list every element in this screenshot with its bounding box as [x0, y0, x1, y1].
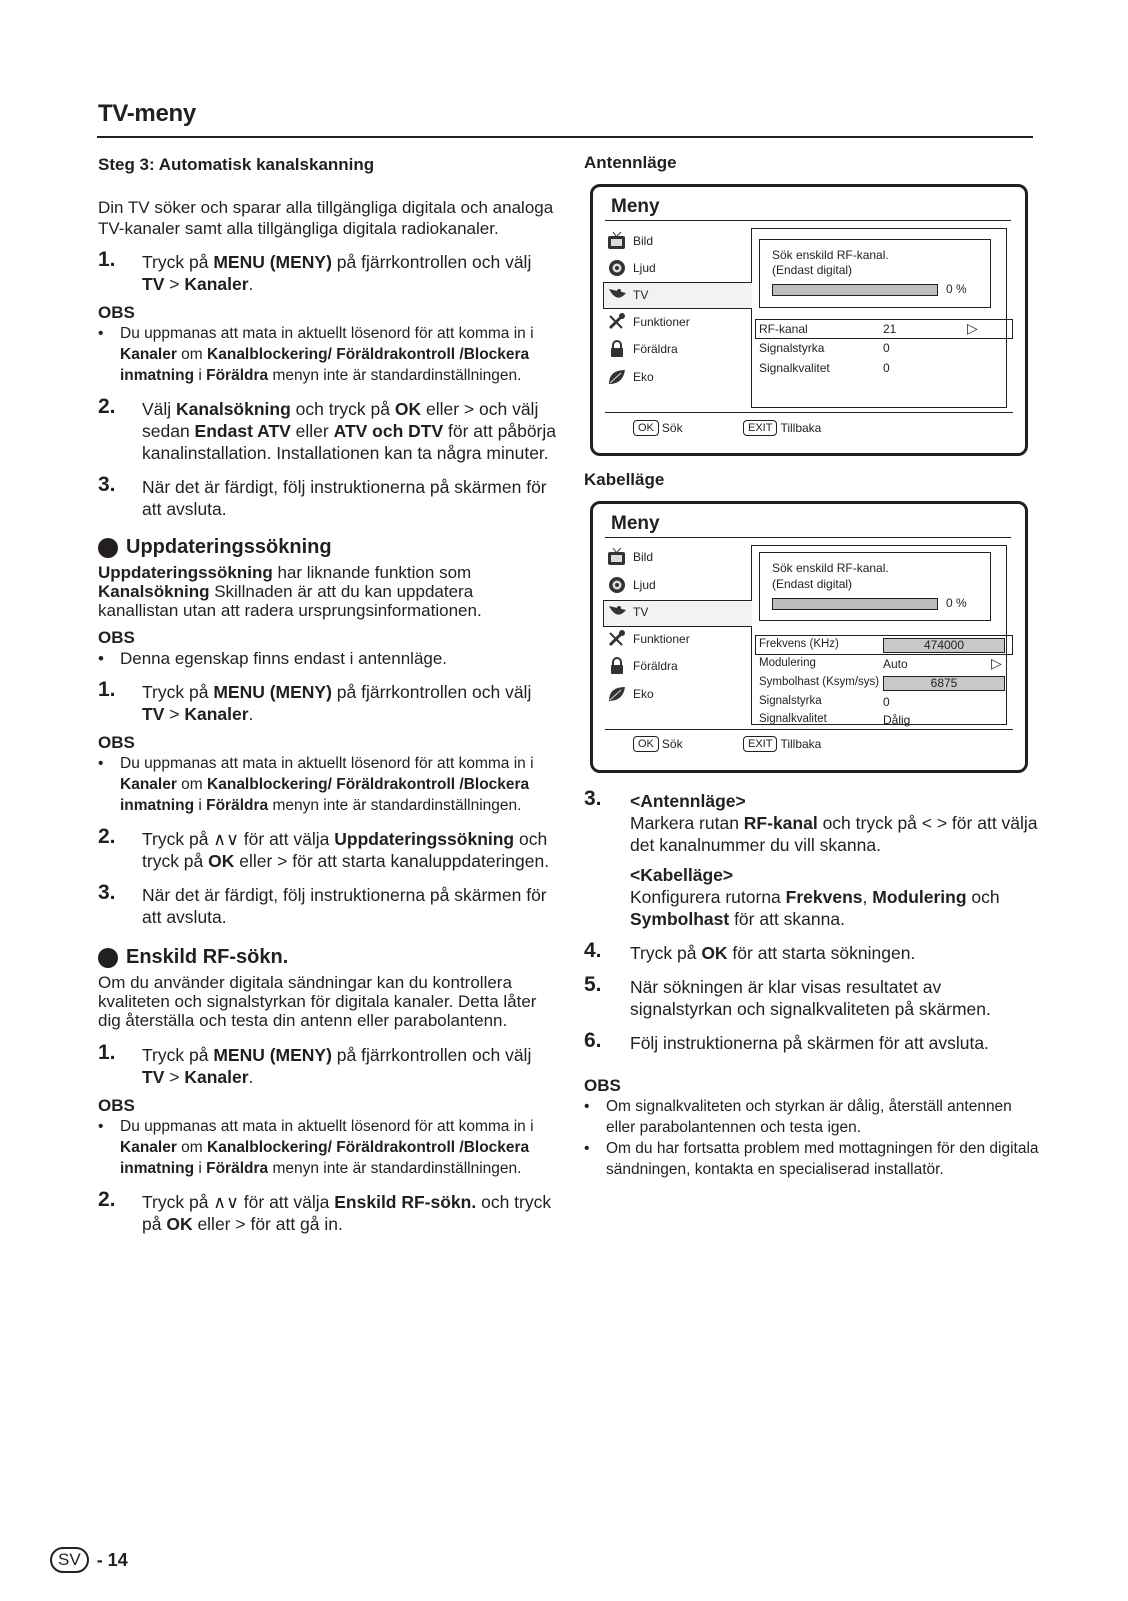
info-box: [759, 552, 991, 621]
arrow-right-icon[interactable]: ▷: [967, 320, 978, 336]
symbol-rate-value[interactable]: 6875: [883, 676, 1005, 691]
section-heading-rf: Enskild RF-sökn.: [98, 946, 558, 969]
cable-heading: Kabelläge: [584, 470, 665, 489]
field-label: Signalstyrka: [759, 695, 822, 707]
update-step-2: 2. Tryck på ∧∨ för att välja Uppdateringssökning och tryck på OK eller > för att starta kanaluppdateringen.: [98, 825, 550, 871]
obs-bullet: • Denna egenskap finns endast i antennläge.: [98, 649, 448, 668]
menu-item-ljud[interactable]: Ljud: [607, 576, 656, 594]
satellite-dish-icon: [607, 286, 627, 304]
bullet-circle-icon: [98, 948, 118, 968]
footer-line: [605, 729, 1013, 730]
page-title: TV-meny: [98, 100, 196, 127]
cable-menu-screen: [590, 501, 1028, 773]
antenna-heading: Antennläge: [584, 153, 677, 172]
leaf-icon: [607, 368, 627, 386]
update-step-3: 3. När det är färdigt, följ instruktionerna på skärmen för att avsluta.: [98, 881, 547, 927]
satellite-dish-icon: [607, 603, 627, 621]
info-box: [759, 239, 991, 308]
ok-search-button[interactable]: OK Sök: [633, 736, 683, 752]
intro-text: Din TV söker och sparar alla tillgängliga digitala och analoga TV-kanaler samt alla tillgängliga digitala radiokanaler.: [98, 198, 554, 238]
field-value: 21: [883, 322, 897, 336]
lock-icon: [607, 340, 627, 358]
frequency-value[interactable]: 474000: [883, 638, 1005, 653]
field-value: 0: [883, 361, 890, 375]
left-column: [98, 155, 558, 1235]
tools-icon: [607, 313, 627, 331]
menu-item-funktioner[interactable]: Funktioner: [607, 630, 690, 648]
menu-item-bild[interactable]: Bild: [607, 548, 653, 566]
menu-title-line: [605, 537, 1011, 538]
obs-heading: OBS: [584, 1076, 621, 1095]
progress-label: 0 %: [946, 282, 967, 296]
info-line-1: Sök enskild RF-kanal.: [772, 561, 889, 575]
field-value: Dålig: [883, 713, 911, 727]
field-label: Signalkvalitet: [759, 361, 830, 375]
menu-item-eko[interactable]: Eko: [607, 685, 654, 703]
info-line-1: Sök enskild RF-kanal.: [772, 248, 889, 262]
rf-step-4: 4. Tryck på OK för att starta sökningen.: [584, 939, 916, 963]
info-line-2: (Endast digital): [772, 263, 853, 277]
step-2: 2. Välj Kanalsökning och tryck på OK eller > och välj sedan Endast ATV eller ATV och DTV för att påbörja kanalinstallation. Installationen kan ta några minuter.: [98, 395, 557, 463]
obs-bullet: • Om signalkvaliteten och styrkan är dålig, återställ antennen eller parabolantennen och testa igen.: [584, 1098, 1012, 1136]
exit-back-button[interactable]: EXIT Tillbaka: [743, 420, 821, 436]
menu-item-bild[interactable]: Bild: [607, 232, 653, 250]
footer-line: [605, 412, 1013, 413]
obs-bullet: • Du uppmanas att mata in aktuellt lösenord för att komma in i Kanaler om Kanalblockering/ Föräldrakontroll /Blockera inmatning i Föräldra menyn inte är standardinställningen.: [98, 325, 534, 384]
bullet-circle-icon: [98, 538, 118, 558]
update-step-1: 1. Tryck på MENU (MENY) på fjärrkontrollen och välj TV > Kanaler.: [98, 678, 532, 724]
arrow-right-icon[interactable]: ▷: [991, 655, 1002, 671]
exit-back-button[interactable]: EXIT Tillbaka: [743, 736, 821, 752]
field-label: Modulering: [759, 657, 816, 669]
obs-bullet: • Du uppmanas att mata in aktuellt lösenord för att komma in i Kanaler om Kanalblockering/ Föräldrakontroll /Blockera inmatning i Föräldra menyn inte är standardinställningen.: [98, 1118, 534, 1177]
obs-heading: OBS: [98, 733, 135, 752]
leaf-icon: [607, 685, 627, 703]
menu-item-tv[interactable]: TV: [607, 603, 648, 621]
rf-intro: Om du använder digitala sändningar kan du kontrollera kvaliteten och signalstyrkan för digitala kanaler. Detta låter dig återställa och testa din antenn eller parabolantenn.: [98, 973, 537, 1030]
right-steps: [584, 787, 1044, 1180]
rf-step-6: 6. Följ instruktionerna på skärmen för att avsluta.: [584, 1029, 989, 1053]
page-number: SV - 14: [50, 1547, 128, 1573]
rf-step-1: 1. Tryck på MENU (MENY) på fjärrkontrollen och välj TV > Kanaler.: [98, 1041, 532, 1087]
antenna-menu-screen: [590, 184, 1028, 456]
field-value: 0: [883, 341, 890, 355]
obs-heading: OBS: [98, 1096, 135, 1115]
tv-set-icon: [607, 232, 627, 250]
update-text: Uppdateringssökning har liknande funktion som Kanalsökning Skillnaden är att du kan uppdatera kanallistan utan att radera ursprungsinformationen.: [98, 563, 482, 620]
menu-item-eko[interactable]: Eko: [607, 368, 654, 386]
field-label: Symbolhast (Ksym/sys): [759, 676, 880, 688]
field-label: RF-kanal: [759, 322, 808, 336]
rf-step-5: 5. När sökningen är klar visas resultatet av signalstyrkan och signalkvaliteten på skärmen.: [584, 973, 991, 1019]
progress-label: 0 %: [946, 596, 967, 610]
tv-set-icon: [607, 548, 627, 566]
menu-item-foraldra[interactable]: Föräldra: [607, 340, 678, 358]
field-value: 0: [883, 695, 890, 709]
obs-heading: OBS: [98, 303, 135, 322]
lock-icon: [607, 657, 627, 675]
language-badge: SV: [50, 1547, 89, 1573]
rf-step-3: 3. <Antennläge> Markera rutan RF-kanal och tryck på < > för att välja det kanalnummer du vill skanna. <Kabelläge> Konfigurera rutorna Frekvens, Modulering och Symbolhast för att skanna.: [584, 787, 1038, 929]
menu-title: Meny: [611, 513, 660, 534]
menu-item-ljud[interactable]: Ljud: [607, 259, 656, 277]
speaker-icon: [607, 259, 627, 277]
ok-search-button[interactable]: OK Sök: [633, 420, 683, 436]
menu-title-line: [605, 220, 1011, 221]
step-1: 1. Tryck på MENU (MENY) på fjärrkontrollen och välj TV > Kanaler.: [98, 248, 532, 294]
field-label: Frekvens (KHz): [759, 638, 839, 650]
speaker-icon: [607, 576, 627, 594]
title-rule: [97, 136, 1033, 138]
obs-bullet: • Om du har fortsatta problem med mottagningen för den digitala sändningen, kontakta en specialiserad installatör.: [584, 1140, 1039, 1178]
section-heading-update: Uppdateringssökning: [98, 536, 558, 559]
field-label: Signalkvalitet: [759, 713, 827, 725]
field-label: Signalstyrka: [759, 341, 825, 355]
progress-bar: [772, 284, 938, 296]
obs-heading: OBS: [98, 628, 135, 647]
progress-bar: [772, 598, 938, 610]
obs-bullet: • Du uppmanas att mata in aktuellt lösenord för att komma in i Kanaler om Kanalblockering/ Föräldrakontroll /Blockera inmatning i Föräldra menyn inte är standardinställningen.: [98, 755, 534, 814]
menu-title: Meny: [611, 196, 660, 217]
menu-item-tv[interactable]: TV: [607, 286, 648, 304]
step3-heading: Steg 3: Automatisk kanalskanning: [98, 155, 375, 174]
menu-item-funktioner[interactable]: Funktioner: [607, 313, 690, 331]
rf-step-2: 2. Tryck på ∧∨ för att välja Enskild RF-sökn. och tryck på OK eller > för att gå in.: [98, 1188, 552, 1234]
field-value: Auto: [883, 657, 908, 671]
tools-icon: [607, 630, 627, 648]
step-number: 1.: [98, 248, 116, 271]
menu-item-foraldra[interactable]: Föräldra: [607, 657, 678, 675]
info-line-2: (Endast digital): [772, 577, 853, 591]
step-3: 3. När det är färdigt, följ instruktionerna på skärmen för att avsluta.: [98, 473, 547, 519]
